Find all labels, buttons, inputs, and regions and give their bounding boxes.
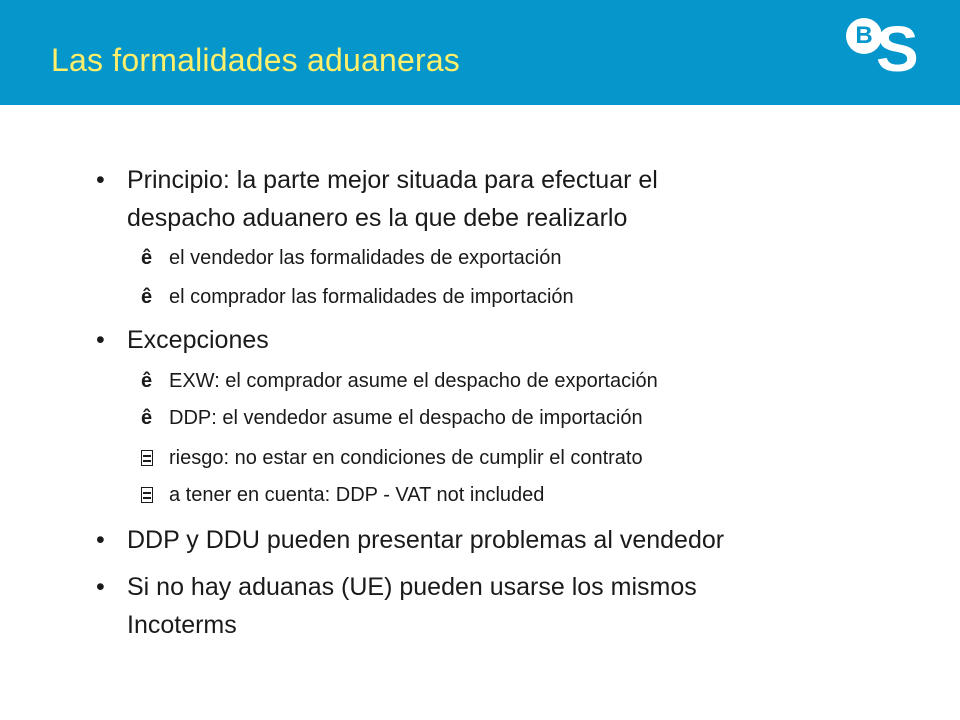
sub-bullet (141, 405, 869, 431)
bullet-text-line: Principio: la parte mejor situada para efectuar el (127, 166, 658, 194)
bullet-dot: • (96, 526, 105, 554)
sub-bullet-text: DDP: el vendedor asume el despacho de importación (169, 407, 643, 429)
logo-small-letter: B (855, 22, 873, 49)
sub-bullet-text: EXW: el comprador asume el despacho de exportación (169, 370, 658, 392)
logo-big-letter: S (876, 13, 919, 85)
bullet-text-line: DDP y DDU pueden presentar problemas al vendedor (127, 526, 725, 554)
bullet-dot: • (96, 326, 105, 354)
bullet-dot: • (96, 573, 105, 601)
calendar-icon (141, 482, 163, 508)
sub-bullet (169, 445, 869, 471)
arrow-down-icon: ê (141, 370, 153, 392)
sub-bullet (141, 245, 869, 271)
bullet-principio (96, 161, 847, 237)
bullet-ue (96, 568, 847, 644)
sub-bullet-text: el comprador las formalidades de importación (169, 286, 574, 308)
bullet-text-line: Incoterms (127, 611, 237, 639)
sub-bullet (141, 284, 869, 310)
arrow-down-icon: ê (141, 407, 153, 429)
sub-bullet (141, 368, 869, 394)
bullet-text-line: despacho aduanero es la que debe realizarlo (127, 204, 628, 232)
bullet-dot: • (96, 166, 105, 194)
sub-bullet-text: a tener en cuenta: DDP - VAT not included (169, 484, 545, 506)
sub-bullet (169, 482, 869, 508)
sub-bullet-text: el vendedor las formalidades de exportación (169, 247, 562, 269)
bullet-excepciones (96, 321, 847, 359)
arrow-down-icon: ê (141, 286, 153, 308)
bullet-text-line: Si no hay aduanas (UE) pueden usarse los mismos (127, 573, 697, 601)
slide-title: Las formalidades aduaneras (51, 42, 461, 78)
bullet-ddp-ddu (96, 521, 847, 559)
calendar-icon (141, 445, 163, 471)
arrow-down-icon: ê (141, 247, 153, 269)
bullet-text-line: Excepciones (127, 326, 269, 354)
sub-bullet-text: riesgo: no estar en condiciones de cumplir el contrato (169, 447, 643, 469)
